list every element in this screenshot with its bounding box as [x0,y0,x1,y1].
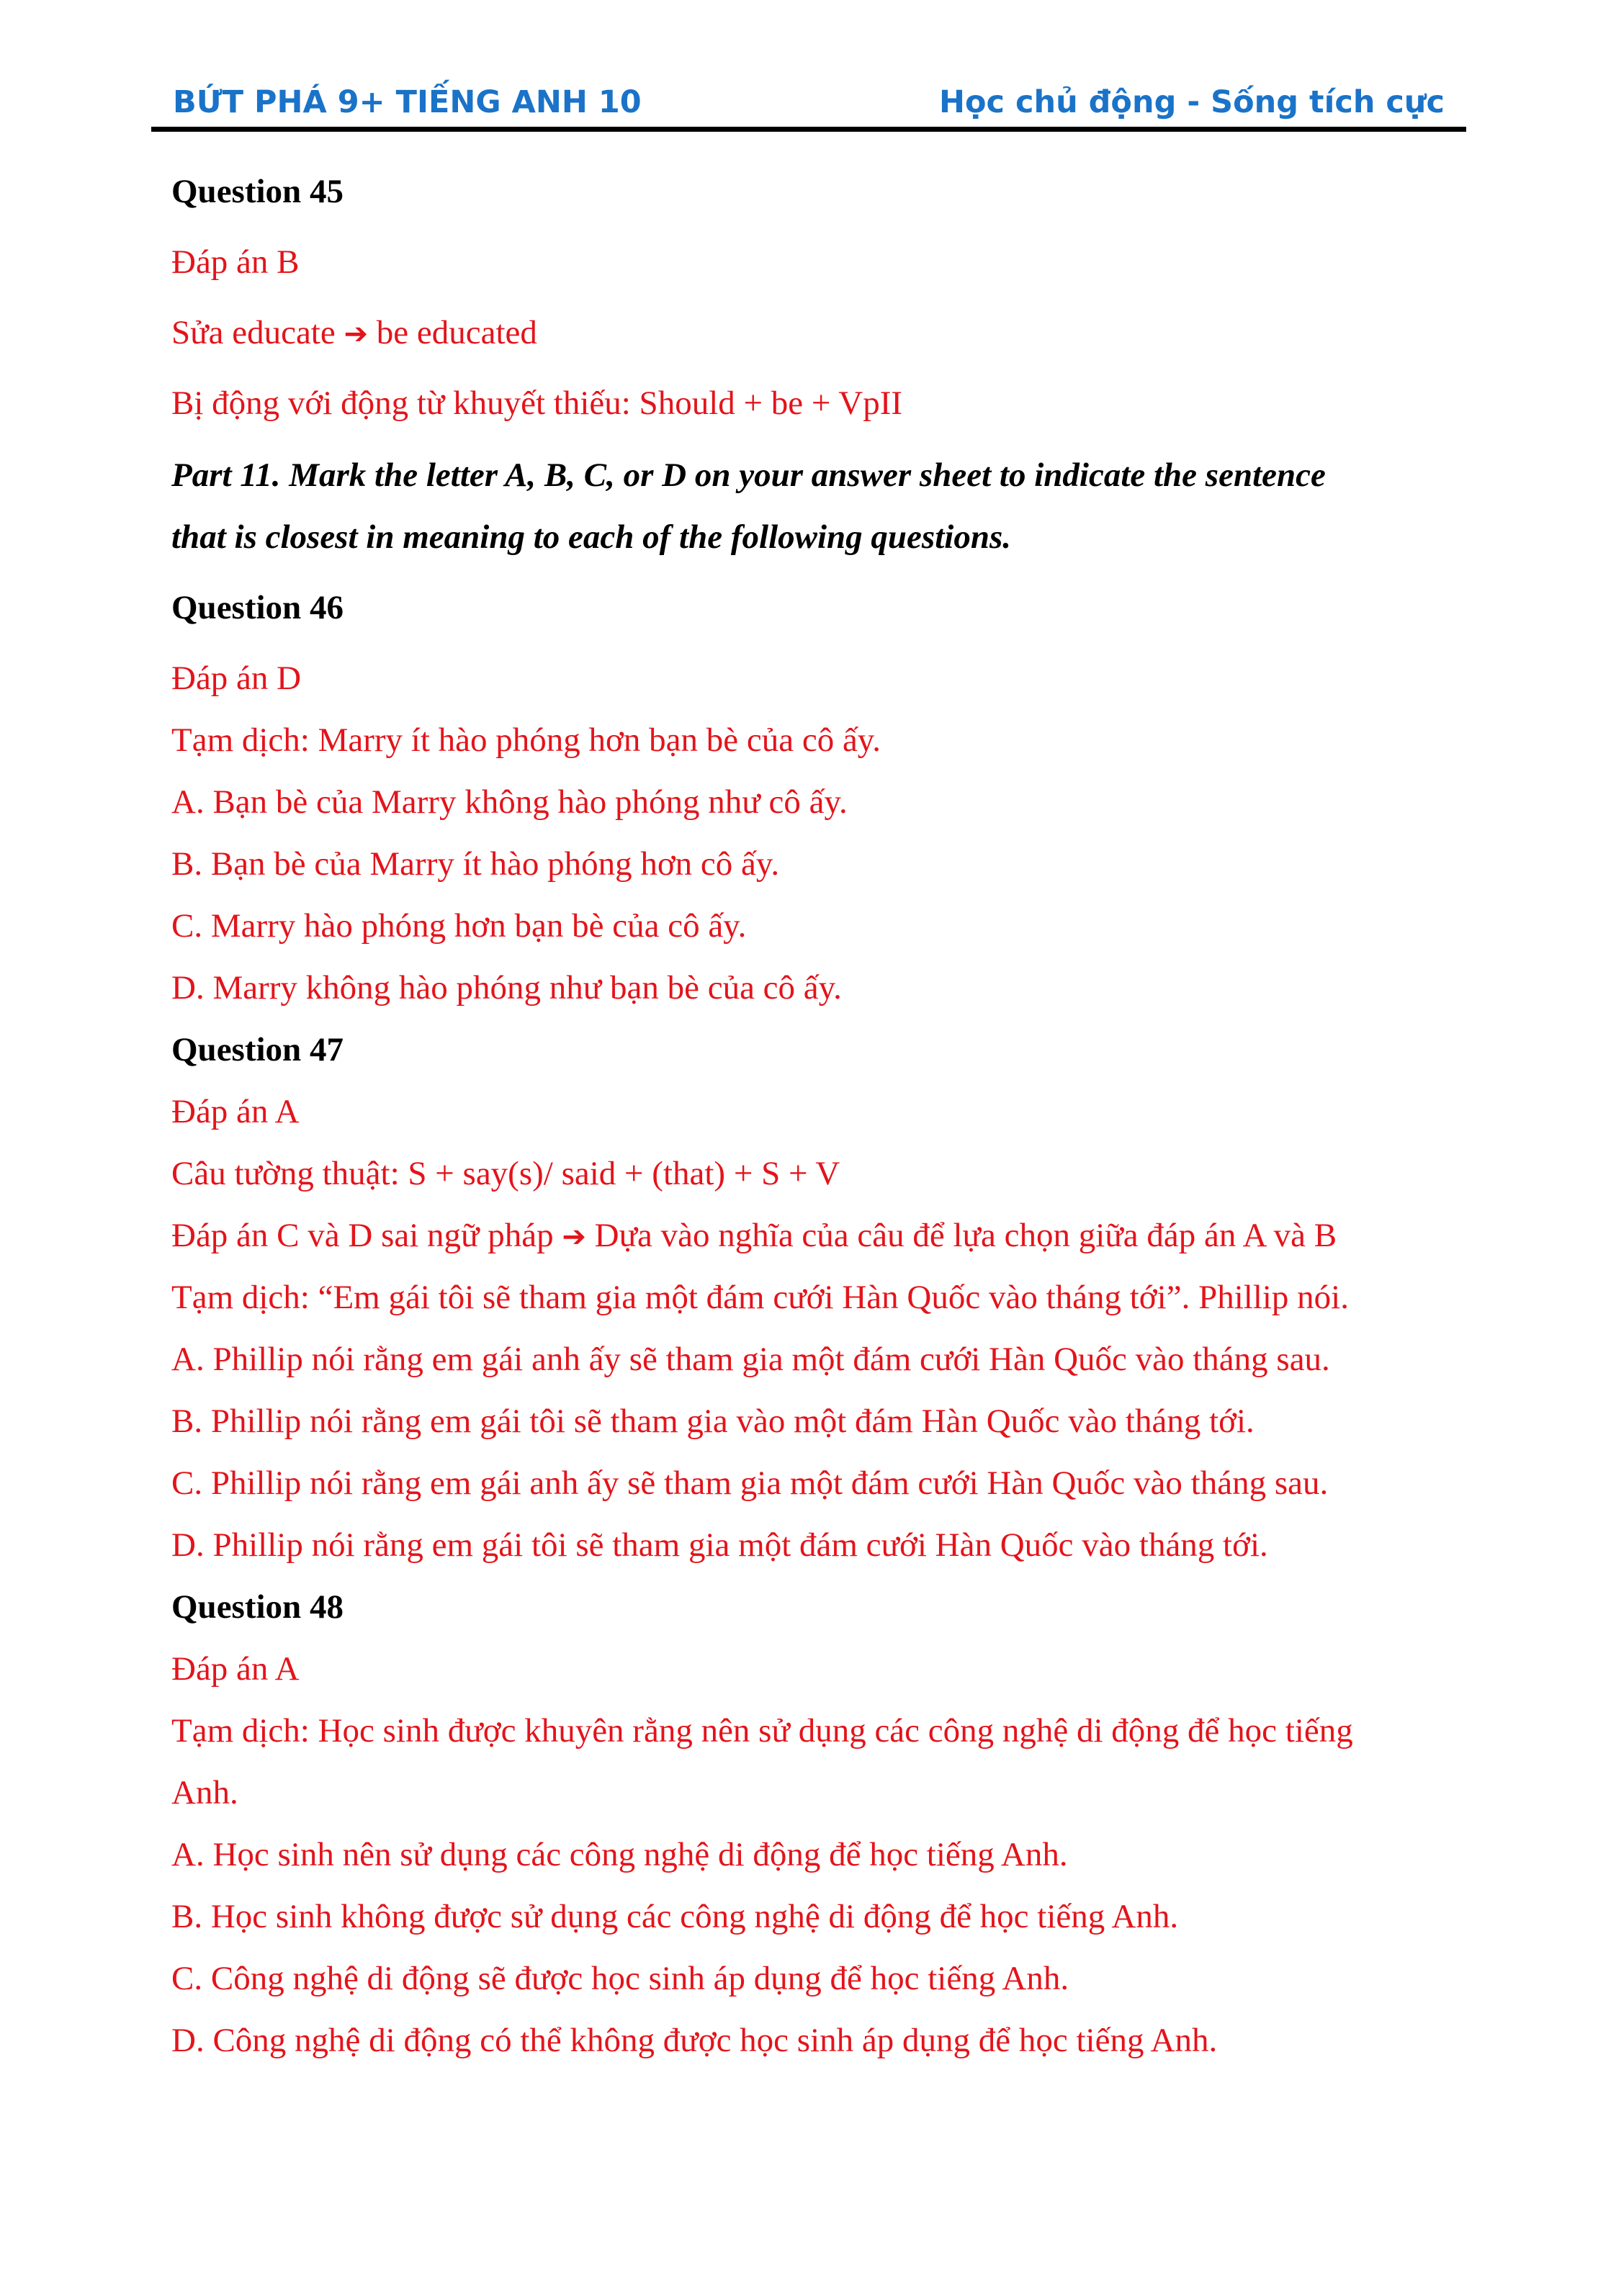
question-46-title: Question 46 [171,589,344,626]
header-book-title: BỨT PHÁ 9+ TIẾNG ANH 10 [173,84,642,120]
question-47-option-d: D. Phillip nói rằng em gái tôi sẽ tham gia một đám cưới Hàn Quốc vào tháng tới. [171,1526,1268,1564]
question-48-translation-line-1: Tạm dịch: Học sinh được khuyên rằng nên sử dụng các công nghệ di động để học tiếng [171,1712,1353,1750]
question-45-fix [171,312,537,355]
question-45-title: Question 45 [171,173,344,210]
question-47-option-c: C. Phillip nói rằng em gái anh ấy sẽ tham gia một đám cưới Hàn Quốc vào tháng sau. [171,1464,1329,1502]
question-48-answer: Đáp án A [171,1650,300,1688]
question-47-translation: Tạm dịch: “Em gái tôi sẽ tham gia một đám cưới Hàn Quốc vào tháng tới”. Phillip nói. [171,1279,1349,1316]
question-47-option-b: B. Phillip nói rằng em gái tôi sẽ tham gia vào một đám Hàn Quốc vào tháng tới. [171,1403,1254,1440]
arrow-right-icon: ➔ [562,1220,586,1253]
arrow-right-icon: ➔ [344,318,368,351]
question-45-fix-to: be educated [368,314,537,351]
question-48-option-a: A. Học sinh nên sử dụng các công nghệ di động để học tiếng Anh. [171,1836,1068,1873]
part-11-instruction-line-1: Part 11. Mark the letter A, B, C, or D on your answer sheet to indicate the sentence [171,456,1326,494]
question-46-translation: Tạm dịch: Marry ít hào phóng hơn bạn bè của cô ấy. [171,721,881,759]
question-47-note-end: Dựa vào nghĩa của câu để lựa chọn giữa đáp án A và B [585,1217,1337,1254]
question-46-answer: Đáp án D [171,659,302,697]
question-47-note-start: Đáp án C và D sai ngữ pháp [171,1217,562,1254]
question-48-option-d: D. Công nghệ di động có thể không được học sinh áp dụng để học tiếng Anh. [171,2022,1218,2059]
question-45-note: Bị động với động từ khuyết thiếu: Should + be + VpII [171,384,903,422]
question-48-option-b: B. Học sinh không được sử dụng các công nghệ di động để học tiếng Anh. [171,1898,1179,1935]
question-46-option-b: B. Bạn bè của Marry ít hào phóng hơn cô ấy. [171,845,780,883]
part-11-instruction-line-2: that is closest in meaning to each of the following questions. [171,518,1012,556]
question-47-answer: Đáp án A [171,1093,300,1130]
question-48-title: Question 48 [171,1588,344,1626]
question-47-title: Question 47 [171,1031,344,1068]
question-46-option-a: A. Bạn bè của Marry không hào phóng như cô ấy. [171,783,848,821]
question-46-option-c: C. Marry hào phóng hơn bạn bè của cô ấy. [171,907,747,945]
question-48-option-c: C. Công nghệ di động sẽ được học sinh áp dụng để học tiếng Anh. [171,1960,1069,1997]
question-48-translation-line-2: Anh. [171,1774,238,1811]
header-slogan: Học chủ động - Sống tích cực [938,84,1445,120]
question-47-note [171,1215,1337,1258]
page-header [151,0,1466,132]
header-divider [151,127,1466,132]
question-47-option-a: A. Phillip nói rằng em gái anh ấy sẽ tham gia một đám cưới Hàn Quốc vào tháng sau. [171,1341,1330,1378]
question-46-option-d: D. Marry không hào phóng như bạn bè của cô ấy. [171,969,842,1007]
question-45-answer: Đáp án B [171,243,300,281]
question-47-rule: Câu tường thuật: S + say(s)/ said + (that) + S + V [171,1155,840,1192]
question-45-fix-from: Sửa educate [171,314,344,351]
